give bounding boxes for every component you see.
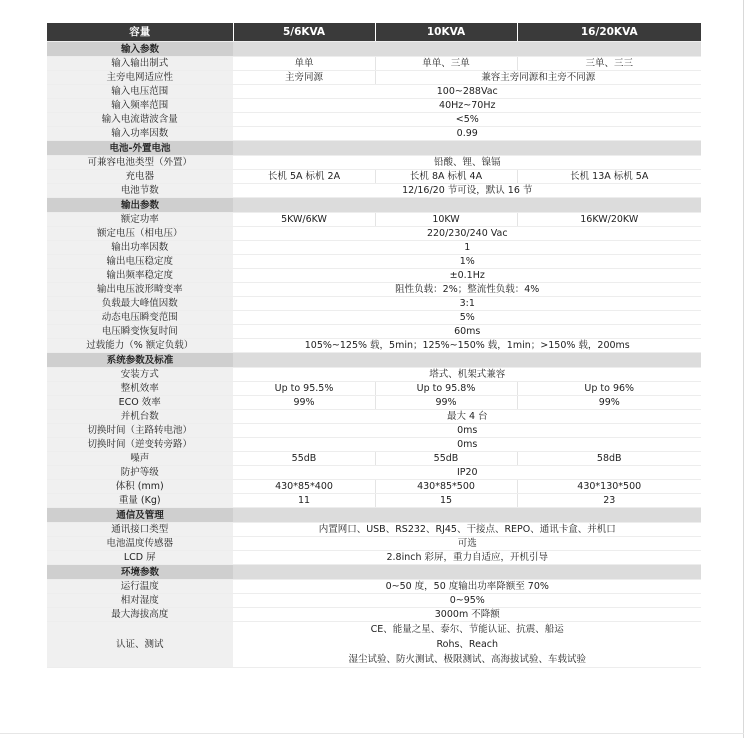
section-row bbox=[47, 353, 701, 368]
spec-value: 0~95% bbox=[233, 594, 701, 608]
page-bottom-line bbox=[0, 733, 744, 734]
section-title: 输出参数 bbox=[47, 198, 233, 213]
spec-row bbox=[47, 325, 701, 339]
spec-row bbox=[47, 85, 701, 99]
section-title: 通信及管理 bbox=[47, 508, 233, 523]
spec-row bbox=[47, 466, 701, 480]
spec-row bbox=[47, 339, 701, 353]
header-cell-capacity: 容量 bbox=[47, 23, 233, 42]
spec-label: 动态电压瞬变范围 bbox=[47, 311, 233, 325]
spec-value: 内置网口、USB、RS232、RJ45、干接点、REPO、通讯卡盒、并机口 bbox=[233, 523, 701, 537]
spec-row bbox=[47, 382, 701, 396]
section-title: 系统参数及标准 bbox=[47, 353, 233, 368]
spec-label: 电池节数 bbox=[47, 184, 233, 198]
section-row bbox=[47, 141, 701, 156]
spec-value: 0.99 bbox=[233, 127, 701, 141]
header-cell-5-6kva: 5/6KVA bbox=[233, 23, 375, 42]
spec-value: 1 bbox=[233, 241, 701, 255]
spec-label: 输出电压稳定度 bbox=[47, 255, 233, 269]
spec-value: 0ms bbox=[233, 424, 701, 438]
spec-value: 430*130*500 bbox=[517, 480, 701, 494]
spec-row bbox=[47, 255, 701, 269]
section-row bbox=[47, 508, 701, 523]
spec-row bbox=[47, 57, 701, 71]
spec-value-line: CE、能量之星、泰尔、节能认证、抗震、船运 bbox=[370, 624, 564, 635]
spec-row bbox=[47, 480, 701, 494]
spec-value-line: 湿尘试验、防火测试、极限测试、高海拔试验、车载试验 bbox=[348, 654, 586, 665]
section-title: 环境参数 bbox=[47, 565, 233, 580]
spec-label: 切换时间（逆变转旁路） bbox=[47, 438, 233, 452]
spec-value: IP20 bbox=[233, 466, 701, 480]
spec-row bbox=[47, 410, 701, 424]
spec-value: 58dB bbox=[517, 452, 701, 466]
spec-value: 0~50 度，50 度输出功率降额至 70% bbox=[233, 580, 701, 594]
spec-row bbox=[47, 311, 701, 325]
spec-value: 1% bbox=[233, 255, 701, 269]
header-cell-16-20kva: 16/20KVA bbox=[517, 23, 701, 42]
spec-label: 相对湿度 bbox=[47, 594, 233, 608]
spec-label: 主旁电网适应性 bbox=[47, 71, 233, 85]
spec-value: 23 bbox=[517, 494, 701, 508]
spec-label: 重量 (Kg) bbox=[47, 494, 233, 508]
spec-value: Up to 95.8% bbox=[375, 382, 517, 396]
spec-row bbox=[47, 213, 701, 227]
spec-row bbox=[47, 99, 701, 113]
spec-label: 通讯接口类型 bbox=[47, 523, 233, 537]
spec-label: LCD 屏 bbox=[47, 551, 233, 565]
section-filler bbox=[233, 565, 701, 580]
spec-row bbox=[47, 170, 701, 184]
spec-row bbox=[47, 227, 701, 241]
section-row bbox=[47, 565, 701, 580]
spec-value: 长机 13A 标机 5A bbox=[517, 170, 701, 184]
header-cell-10kva: 10KVA bbox=[375, 23, 517, 42]
spec-value: 99% bbox=[233, 396, 375, 410]
spec-label: 输出频率稳定度 bbox=[47, 269, 233, 283]
spec-value: 55dB bbox=[375, 452, 517, 466]
spec-label: 输出功率因数 bbox=[47, 241, 233, 255]
spec-value bbox=[233, 622, 701, 668]
spec-value: 105%~125% 载，5min；125%~150% 载，1min；>150% 载，200ms bbox=[233, 339, 701, 353]
section-row bbox=[47, 42, 701, 57]
spec-value: <5% bbox=[233, 113, 701, 127]
spec-value: 2.8inch 彩屏，重力自适应，开机引导 bbox=[233, 551, 701, 565]
spec-row bbox=[47, 283, 701, 297]
spec-label: 体积 (mm) bbox=[47, 480, 233, 494]
spec-value: Up to 95.5% bbox=[233, 382, 375, 396]
section-filler bbox=[233, 508, 701, 523]
spec-value: 15 bbox=[375, 494, 517, 508]
spec-row bbox=[47, 523, 701, 537]
spec-value: 长机 8A 标机 4A bbox=[375, 170, 517, 184]
spec-value: 兼容主旁同源和主旁不同源 bbox=[375, 71, 701, 85]
spec-row bbox=[47, 241, 701, 255]
spec-value: 5KW/6KW bbox=[233, 213, 375, 227]
spec-value: 最大 4 台 bbox=[233, 410, 701, 424]
section-filler bbox=[233, 141, 701, 156]
spec-value: 阻性负载：2%；整流性负载：4% bbox=[233, 283, 701, 297]
spec-row bbox=[47, 127, 701, 141]
section-filler bbox=[233, 42, 701, 57]
spec-row bbox=[47, 494, 701, 508]
spec-label: 输入电压范围 bbox=[47, 85, 233, 99]
spec-row bbox=[47, 537, 701, 551]
spec-value: 40Hz~70Hz bbox=[233, 99, 701, 113]
spec-value: 60ms bbox=[233, 325, 701, 339]
spec-label: 输入输出制式 bbox=[47, 57, 233, 71]
spec-value: 5% bbox=[233, 311, 701, 325]
section-title: 电池-外置电池 bbox=[47, 141, 233, 156]
spec-value: 3:1 bbox=[233, 297, 701, 311]
page-edge-line bbox=[743, 0, 744, 738]
spec-row bbox=[47, 396, 701, 410]
spec-value: 单单 bbox=[233, 57, 375, 71]
spec-label: 噪声 bbox=[47, 452, 233, 466]
spec-label: 最大海拔高度 bbox=[47, 608, 233, 622]
spec-label: 充电器 bbox=[47, 170, 233, 184]
spec-row bbox=[47, 608, 701, 622]
spec-label: 负载最大峰值因数 bbox=[47, 297, 233, 311]
spec-value: ±0.1Hz bbox=[233, 269, 701, 283]
spec-value: 12/16/20 节可设，默认 16 节 bbox=[233, 184, 701, 198]
spec-row bbox=[47, 368, 701, 382]
spec-row bbox=[47, 580, 701, 594]
spec-value: 单单、三单 bbox=[375, 57, 517, 71]
spec-value: 430*85*500 bbox=[375, 480, 517, 494]
spec-label: 安装方式 bbox=[47, 368, 233, 382]
spec-value: 99% bbox=[517, 396, 701, 410]
section-filler bbox=[233, 353, 701, 368]
spec-value: 塔式、机架式兼容 bbox=[233, 368, 701, 382]
spec-table bbox=[47, 23, 701, 668]
spec-value: 长机 5A 标机 2A bbox=[233, 170, 375, 184]
spec-row bbox=[47, 438, 701, 452]
spec-label: 可兼容电池类型（外置） bbox=[47, 156, 233, 170]
spec-label: 电压瞬变恢复时间 bbox=[47, 325, 233, 339]
spec-value: 55dB bbox=[233, 452, 375, 466]
spec-row bbox=[47, 184, 701, 198]
spec-value: 10KW bbox=[375, 213, 517, 227]
section-title: 输入参数 bbox=[47, 42, 233, 57]
spec-label: 输入电流谐波含量 bbox=[47, 113, 233, 127]
spec-row bbox=[47, 452, 701, 466]
spec-label: 电池温度传感器 bbox=[47, 537, 233, 551]
spec-row bbox=[47, 113, 701, 127]
spec-label: 过载能力（% 额定负载） bbox=[47, 339, 233, 353]
spec-row bbox=[47, 297, 701, 311]
spec-value: 主旁同源 bbox=[233, 71, 375, 85]
spec-value: 99% bbox=[375, 396, 517, 410]
spec-value: Up to 96% bbox=[517, 382, 701, 396]
spec-row bbox=[47, 269, 701, 283]
spec-row bbox=[47, 594, 701, 608]
spec-row bbox=[47, 551, 701, 565]
spec-value: 100~288Vac bbox=[233, 85, 701, 99]
spec-value: 430*85*400 bbox=[233, 480, 375, 494]
spec-label: 输出电压波形畸变率 bbox=[47, 283, 233, 297]
spec-value: 220/230/240 Vac bbox=[233, 227, 701, 241]
spec-value: 11 bbox=[233, 494, 375, 508]
header-row bbox=[47, 23, 701, 42]
spec-value: 0ms bbox=[233, 438, 701, 452]
spec-label: 认证、测试 bbox=[47, 622, 233, 668]
spec-value: 16KW/20KW bbox=[517, 213, 701, 227]
spec-label: 并机台数 bbox=[47, 410, 233, 424]
spec-label: 额定电压（相电压） bbox=[47, 227, 233, 241]
spec-label: 整机效率 bbox=[47, 382, 233, 396]
spec-value: 三单、三三 bbox=[517, 57, 701, 71]
spec-label: 额定功率 bbox=[47, 213, 233, 227]
spec-row bbox=[47, 424, 701, 438]
spec-label: 防护等级 bbox=[47, 466, 233, 480]
spec-label: 运行温度 bbox=[47, 580, 233, 594]
spec-label: ECO 效率 bbox=[47, 396, 233, 410]
spec-value: 铅酸、锂、镍镉 bbox=[233, 156, 701, 170]
spec-row bbox=[47, 71, 701, 85]
spec-row bbox=[47, 622, 701, 668]
spec-value-line: Rohs、Reach bbox=[436, 639, 499, 650]
section-filler bbox=[233, 198, 701, 213]
section-row bbox=[47, 198, 701, 213]
spec-value: 可选 bbox=[233, 537, 701, 551]
spec-value: 3000m 不降额 bbox=[233, 608, 701, 622]
spec-label: 切换时间（主路转电池） bbox=[47, 424, 233, 438]
spec-label: 输入功率因数 bbox=[47, 127, 233, 141]
spec-label: 输入频率范围 bbox=[47, 99, 233, 113]
spec-body bbox=[47, 42, 701, 668]
spec-row bbox=[47, 156, 701, 170]
